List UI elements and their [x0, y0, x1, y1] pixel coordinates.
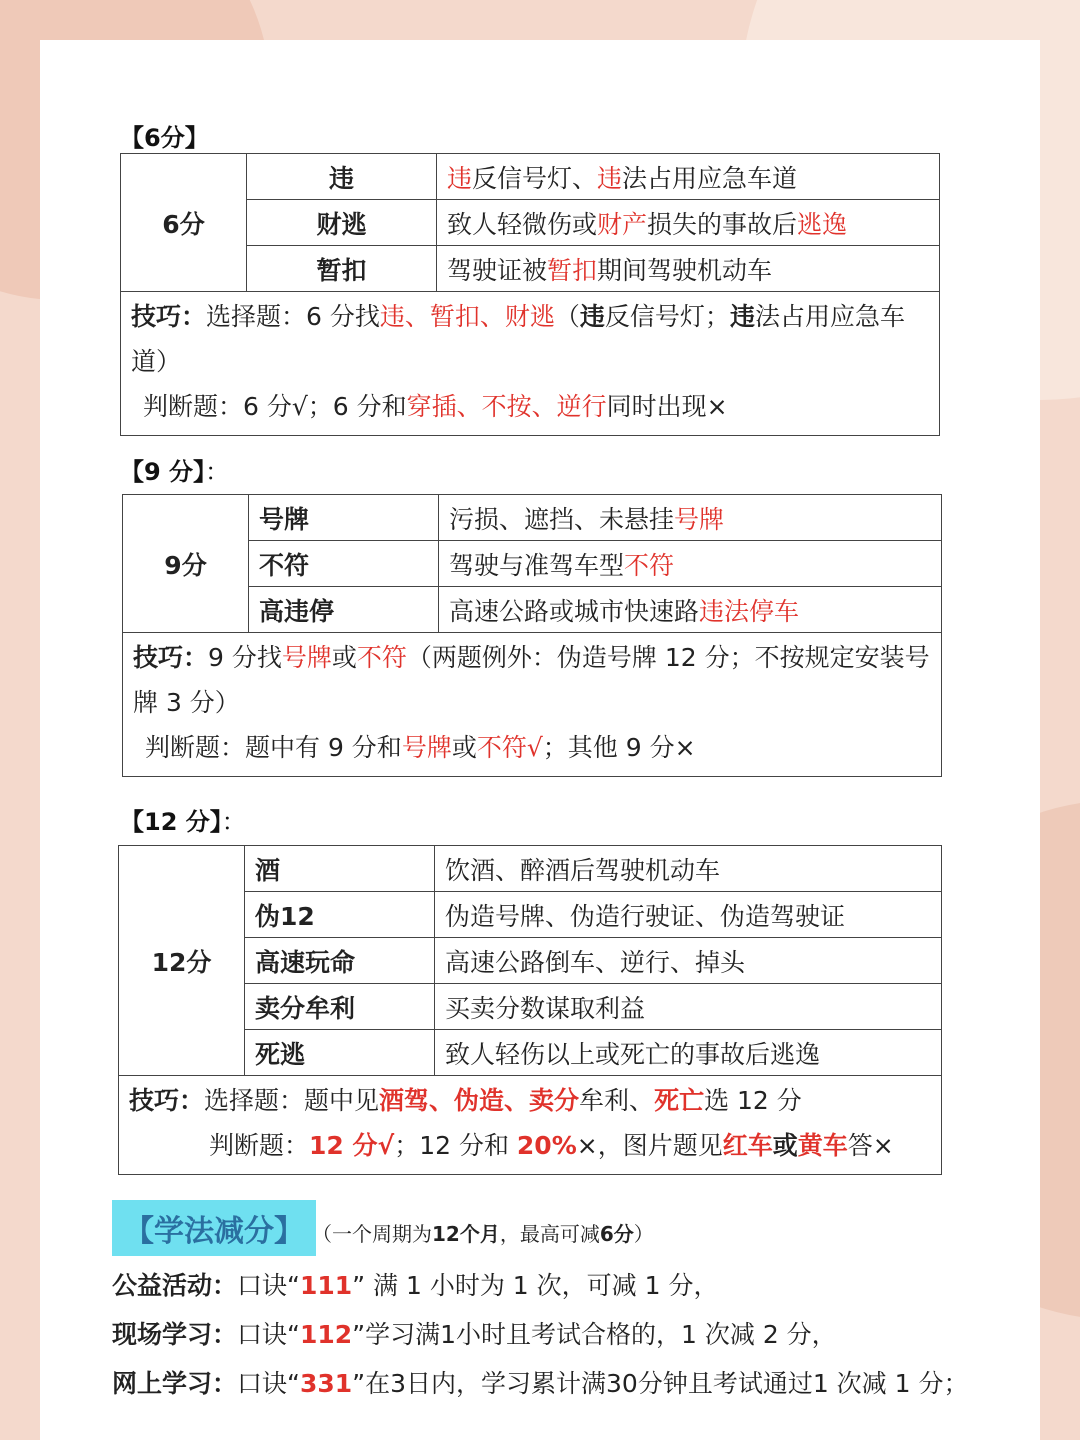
score-cell: 9分 — [123, 495, 249, 633]
table-6-points — [120, 153, 940, 436]
text-segment: 不符√ — [476, 733, 543, 762]
section-title-text: 【6分】 — [120, 124, 209, 152]
text-segment: 致人轻伤以上或死亡的事故后逃逸 — [445, 1039, 821, 1069]
text-segment: 现场学习： — [112, 1320, 238, 1349]
tip-choice — [129, 1078, 931, 1123]
text-segment: 6分 — [599, 1222, 634, 1246]
table-9-points — [122, 494, 942, 777]
text-segment: 331 — [299, 1369, 353, 1398]
text-segment: 9 分找 — [208, 643, 282, 672]
section-title-colon: ： — [221, 808, 246, 836]
text-segment: 同时出现× — [606, 392, 728, 421]
desc-cell — [437, 200, 940, 246]
text-segment: 12 分√ — [309, 1131, 395, 1160]
text-segment: 牟利、 — [579, 1086, 655, 1115]
text-segment: 违 — [597, 163, 623, 193]
tip-choice — [133, 635, 931, 725]
text-segment: ；12 分和 — [394, 1131, 517, 1160]
key-cell: 卖分牟利 — [245, 984, 435, 1030]
learn-line-public — [112, 1266, 718, 1302]
text-segment: 驾驶证被 — [447, 255, 548, 285]
text-segment: 技巧： — [131, 302, 207, 331]
text-segment: 判断题： — [209, 1131, 310, 1160]
key-cell: 伪12 — [245, 892, 435, 938]
key-cell: 高速玩命 — [245, 938, 435, 984]
text-segment: ”在3日内，学习累计满30分钟且考试通过1 次减 1 分； — [352, 1369, 969, 1398]
text-segment: 选 12 分 — [704, 1086, 802, 1115]
text-segment: 12个月 — [432, 1222, 500, 1246]
text-segment: 违法停车 — [699, 596, 800, 626]
key-cell: 违 — [247, 154, 437, 200]
text-segment: 污损、遮挡、未悬挂 — [449, 504, 675, 534]
score-cell: 6分 — [121, 154, 247, 292]
text-segment: 黄车 — [797, 1131, 848, 1160]
desc-cell — [437, 246, 940, 292]
text-segment: 驾驶与准驾车型 — [449, 550, 625, 580]
tip-judge — [131, 384, 728, 429]
tip-choice — [131, 294, 929, 384]
tip-cell — [119, 1076, 942, 1175]
key-cell: 号牌 — [249, 495, 439, 541]
text-segment: 判断题：题中有 9 分和 — [145, 733, 402, 762]
text-segment: 公益活动： — [112, 1271, 238, 1300]
text-segment: 穿插、不按、逆行 — [406, 392, 607, 421]
key-cell: 酒 — [245, 846, 435, 892]
text-segment: ” 满 1 小时为 1 次，可减 1 分， — [352, 1271, 719, 1300]
text-segment: 高速公路倒车、逆行、掉头 — [445, 947, 746, 977]
text-segment: 法占用应急车道） — [131, 302, 905, 376]
table-row — [123, 495, 942, 541]
text-segment: 或 — [772, 1131, 798, 1160]
text-segment: 号牌 — [281, 643, 332, 672]
desc-cell — [435, 892, 942, 938]
tip-judge — [133, 725, 696, 770]
text-segment: ×，图片题见 — [576, 1131, 723, 1160]
text-segment: 口诀“ — [237, 1320, 300, 1349]
text-segment: （两题例外：伪造号牌 12 分；不按规定安装号牌 3 分） — [133, 643, 930, 717]
text-segment: 逃逸 — [797, 209, 848, 239]
text-segment: 违 — [579, 302, 605, 331]
tip-judge — [129, 1123, 894, 1168]
key-cell: 高违停 — [249, 587, 439, 633]
text-segment: 酒驾、伪造、卖分 — [379, 1086, 580, 1115]
text-segment: 死亡 — [654, 1086, 705, 1115]
text-segment: 号牌 — [401, 733, 452, 762]
text-segment: 112 — [299, 1320, 353, 1349]
desc-cell — [435, 984, 942, 1030]
text-segment: 号牌 — [674, 504, 725, 534]
text-segment: 网上学习： — [112, 1369, 238, 1398]
text-segment: 暂扣 — [547, 255, 598, 285]
text-segment: 答× — [847, 1131, 894, 1160]
text-segment: 法占用应急车道 — [622, 163, 798, 193]
learn-title-badge: 【学法减分】 — [112, 1200, 316, 1256]
table-row — [119, 846, 942, 892]
desc-cell — [439, 541, 942, 587]
text-segment: 违 — [447, 163, 473, 193]
learn-line-online — [112, 1364, 968, 1400]
desc-cell — [435, 938, 942, 984]
tip-row — [123, 633, 942, 777]
text-segment: 判断题：6 分√；6 分和 — [143, 392, 407, 421]
text-segment: 技巧： — [129, 1086, 205, 1115]
text-segment: 选择题：题中见 — [204, 1086, 380, 1115]
text-segment: 或 — [331, 643, 357, 672]
text-segment: ；其他 9 分× — [542, 733, 696, 762]
key-cell: 暂扣 — [247, 246, 437, 292]
text-segment: 技巧： — [133, 643, 209, 672]
text-segment: （ — [554, 302, 580, 331]
key-cell: 财逃 — [247, 200, 437, 246]
section-title-6 — [120, 118, 209, 153]
section-title-9 — [120, 452, 229, 487]
section-title-12 — [120, 802, 246, 837]
text-segment: 或 — [451, 733, 477, 762]
key-cell: 不符 — [249, 541, 439, 587]
text-segment: 反信号灯； — [604, 302, 730, 331]
document-page — [40, 40, 1040, 1440]
key-cell: 死逃 — [245, 1030, 435, 1076]
tip-cell — [123, 633, 942, 777]
text-segment: ） — [633, 1222, 654, 1246]
text-segment: ”学习满1小时且考试合格的，1 次减 2 分， — [352, 1320, 837, 1349]
text-segment: 111 — [299, 1271, 353, 1300]
learn-note — [312, 1218, 654, 1247]
desc-cell — [439, 495, 942, 541]
tip-row — [121, 292, 940, 436]
section-title-text: 【12 分】 — [120, 808, 222, 836]
text-segment: 财产 — [597, 209, 648, 239]
text-segment: 不符 — [624, 550, 675, 580]
text-segment: 买卖分数谋取利益 — [445, 993, 646, 1023]
section-title-colon: ： — [205, 458, 230, 486]
text-segment: 违 — [729, 302, 755, 331]
text-segment: （一个周期为 — [312, 1222, 432, 1246]
text-segment: 选择题：6 分找 — [206, 302, 380, 331]
table-row — [121, 154, 940, 200]
desc-cell — [435, 1030, 942, 1076]
tip-row — [119, 1076, 942, 1175]
text-segment: 红车 — [722, 1131, 773, 1160]
text-segment: 损失的事故后 — [647, 209, 798, 239]
tip-cell — [121, 292, 940, 436]
text-segment: 口诀“ — [237, 1369, 300, 1398]
text-segment: 致人轻微伤或 — [447, 209, 598, 239]
text-segment: 伪造号牌、伪造行驶证、伪造驾驶证 — [445, 901, 846, 931]
score-cell: 12分 — [119, 846, 245, 1076]
text-segment: 违、暂扣、财逃 — [379, 302, 555, 331]
section-title-text: 【9 分】 — [120, 458, 206, 486]
learn-line-onsite — [112, 1315, 837, 1351]
table-12-points — [118, 845, 942, 1175]
text-segment: 饮酒、醉酒后驾驶机动车 — [445, 855, 721, 885]
text-segment: 反信号灯、 — [472, 163, 598, 193]
text-segment: 不符 — [356, 643, 407, 672]
text-segment: 20% — [516, 1131, 577, 1160]
text-segment: 高速公路或城市快速路 — [449, 596, 700, 626]
text-segment: 口诀“ — [237, 1271, 300, 1300]
desc-cell — [435, 846, 942, 892]
text-segment: ，最高可减 — [499, 1222, 600, 1246]
desc-cell — [439, 587, 942, 633]
text-segment: 期间驾驶机动车 — [597, 255, 773, 285]
desc-cell — [437, 154, 940, 200]
